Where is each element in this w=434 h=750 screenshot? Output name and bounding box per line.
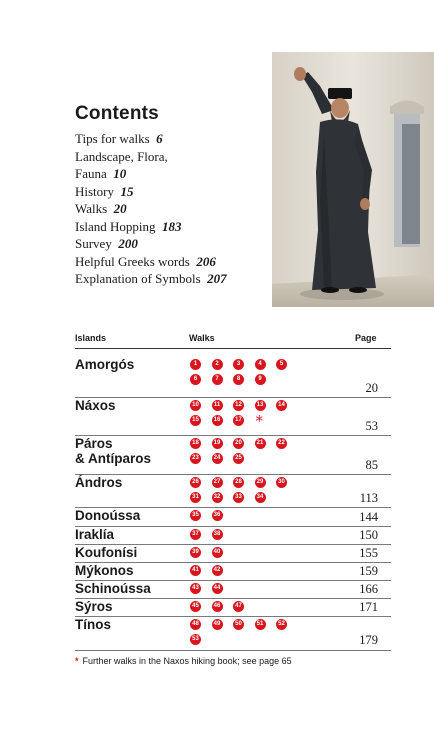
page-number: 166 <box>359 582 378 596</box>
page-number: 171 <box>359 600 378 614</box>
island-name: Sýros <box>75 599 113 614</box>
walk-number-badge[interactable]: 33 <box>233 492 244 503</box>
footnote-text: Further walks in the Naxos hiking book; see page 65 <box>82 656 292 666</box>
table-row[interactable] <box>75 508 391 527</box>
table-row[interactable] <box>75 357 391 398</box>
toc-item[interactable] <box>75 148 185 183</box>
island-name: Amorgós <box>75 357 135 372</box>
island-name: Náxos <box>75 398 116 413</box>
walk-number-badge[interactable]: 24 <box>212 453 223 464</box>
walk-number-badge[interactable]: 19 <box>212 438 223 449</box>
toc-item[interactable] <box>75 183 270 201</box>
island-name: Donoússa <box>75 508 141 523</box>
walk-number-badge[interactable]: 14 <box>276 400 287 411</box>
table-row[interactable] <box>75 527 391 545</box>
walk-number-badge[interactable]: 38 <box>212 529 223 540</box>
walk-number-badge[interactable]: 4 <box>255 359 266 370</box>
walk-number-badge[interactable]: 40 <box>212 547 223 558</box>
walk-number-badge[interactable]: 49 <box>212 619 223 630</box>
walk-number-badge[interactable]: 52 <box>276 619 287 630</box>
walk-number-badge[interactable]: 50 <box>233 619 244 630</box>
island-name: Schinoússa <box>75 581 151 596</box>
toc-item[interactable] <box>75 130 270 148</box>
walk-number-badge[interactable]: 46 <box>212 601 223 612</box>
walk-number-badge[interactable]: 9 <box>255 374 266 385</box>
table-row[interactable] <box>75 436 391 475</box>
column-header-islands: Islands <box>75 333 107 343</box>
page-number: 113 <box>359 491 378 505</box>
walk-number-badge[interactable]: 53 <box>190 634 201 645</box>
walk-number-badge[interactable]: 5 <box>276 359 287 370</box>
page-number: 150 <box>359 528 378 542</box>
table-header <box>75 333 391 347</box>
page-number: 20 <box>365 381 378 395</box>
island-name: Ándros <box>75 475 123 490</box>
island-name: Mýkonos <box>75 563 134 578</box>
walk-number-badge[interactable]: 23 <box>190 453 201 464</box>
monk-waving-photo <box>272 52 434 307</box>
walk-number-badge[interactable]: 43 <box>190 583 201 594</box>
toc-item-label: Landscape, Flora, Fauna <box>75 148 168 181</box>
island-name: Páros & Antíparos <box>75 436 152 466</box>
footnote <box>75 656 292 666</box>
toc-item-page: 6 <box>156 131 163 146</box>
table-row[interactable] <box>75 563 391 581</box>
table-row[interactable] <box>75 581 391 599</box>
walk-number-badge[interactable]: 12 <box>233 400 244 411</box>
walk-number-badge[interactable]: 45 <box>190 601 201 612</box>
walk-number-badge[interactable]: 31 <box>190 492 201 503</box>
footnote-star-marker: * <box>75 656 79 666</box>
walk-number-badge[interactable]: 39 <box>190 547 201 558</box>
walk-number-badge[interactable]: 2 <box>212 359 223 370</box>
walk-number-badge[interactable]: 36 <box>212 510 223 521</box>
toc-item-label: History <box>75 183 114 199</box>
walk-number-badge[interactable]: 20 <box>233 438 244 449</box>
page-number: 179 <box>359 633 378 647</box>
toc-item-label: Helpful Greeks words <box>75 253 190 269</box>
toc-item-page: 183 <box>162 218 182 234</box>
walk-number-badge[interactable]: 44 <box>212 583 223 594</box>
walk-number-badge[interactable]: 28 <box>233 477 244 488</box>
toc-item[interactable] <box>75 235 270 253</box>
walk-number-badge[interactable]: 21 <box>255 438 266 449</box>
table-rule <box>75 348 391 349</box>
toc-item-label: Tips for walks <box>75 131 150 146</box>
more-walks-star-icon: * <box>255 412 263 430</box>
walk-number-badge[interactable]: 6 <box>190 374 201 385</box>
walk-number-badge[interactable]: 22 <box>276 438 287 449</box>
contents-list <box>75 130 270 288</box>
walk-number-badge[interactable]: 27 <box>212 477 223 488</box>
toc-item-label: Walks <box>75 201 108 216</box>
page-number: 159 <box>359 564 378 578</box>
column-header-page: Page <box>355 333 377 343</box>
page-number: 85 <box>365 458 378 472</box>
table-row[interactable] <box>75 398 391 436</box>
toc-item-page: 200 <box>118 236 138 251</box>
walk-number-badge[interactable]: 16 <box>212 415 223 426</box>
toc-item[interactable] <box>75 270 270 288</box>
walk-number-badge[interactable]: 26 <box>190 477 201 488</box>
page-number: 53 <box>365 419 378 433</box>
walk-number-badge[interactable]: 7 <box>212 374 223 385</box>
table-row[interactable] <box>75 599 391 617</box>
walk-number-badge[interactable]: 42 <box>212 565 223 576</box>
walk-number-badge[interactable]: 8 <box>233 374 244 385</box>
toc-item[interactable] <box>75 218 270 236</box>
walk-number-badge[interactable]: 3 <box>233 359 244 370</box>
toc-item-page: 207 <box>207 271 227 286</box>
column-header-walks: Walks <box>189 333 215 343</box>
island-name: Iraklía <box>75 527 115 542</box>
walk-number-badge[interactable]: 10 <box>190 400 201 411</box>
toc-item-page: 15 <box>120 183 134 199</box>
toc-item-label: Survey <box>75 236 112 251</box>
table-row[interactable] <box>75 617 391 650</box>
walk-number-badge[interactable]: 32 <box>212 492 223 503</box>
walk-number-badge[interactable]: 35 <box>190 510 201 521</box>
island-name: Tínos <box>75 617 111 632</box>
toc-item[interactable] <box>75 253 270 271</box>
page-number: 155 <box>359 546 378 560</box>
walk-number-badge[interactable]: 15 <box>190 415 201 426</box>
walk-number-badge[interactable]: 34 <box>255 492 266 503</box>
walk-number-badge[interactable]: 11 <box>212 400 223 411</box>
walk-number-badge[interactable]: 51 <box>255 619 266 630</box>
toc-item-page: 20 <box>113 201 127 216</box>
island-name: Koufonísi <box>75 545 138 560</box>
walk-number-badge[interactable]: 48 <box>190 619 201 630</box>
table-rule <box>75 650 391 651</box>
toc-item[interactable] <box>75 200 270 218</box>
walk-number-badge[interactable]: 1 <box>190 359 201 370</box>
walk-number-badge[interactable]: 25 <box>233 453 244 464</box>
table-row[interactable] <box>75 545 391 563</box>
walk-number-badge[interactable]: 41 <box>190 565 201 576</box>
toc-item-label: Island Hopping <box>75 218 156 234</box>
walk-number-badge[interactable]: 37 <box>190 529 201 540</box>
toc-item-page: 10 <box>113 166 127 181</box>
table-row[interactable] <box>75 475 391 508</box>
walk-number-badge[interactable]: 47 <box>233 601 244 612</box>
walk-number-badge[interactable]: 17 <box>233 415 244 426</box>
contents-title: Contents <box>75 103 159 124</box>
page-number: 144 <box>359 510 378 524</box>
walk-number-badge[interactable]: 18 <box>190 438 201 449</box>
walk-number-badge[interactable]: 13 <box>255 400 266 411</box>
toc-item-page: 206 <box>196 253 216 269</box>
toc-item-label: Explanation of Symbols <box>75 271 201 286</box>
walk-number-badge[interactable]: 30 <box>276 477 287 488</box>
walk-number-badge[interactable]: 29 <box>255 477 266 488</box>
